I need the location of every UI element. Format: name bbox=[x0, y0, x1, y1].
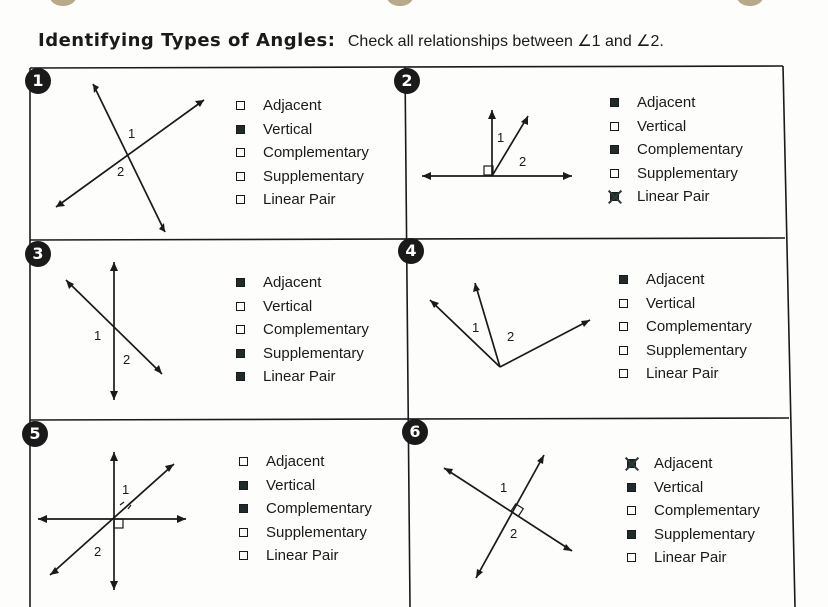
option-label: Linear Pair bbox=[637, 188, 710, 206]
checkbox-6-4[interactable] bbox=[627, 553, 636, 562]
option-label: Supplementary bbox=[266, 523, 367, 541]
option-label: Linear Pair bbox=[263, 191, 336, 209]
option-label: Supplementary bbox=[263, 167, 364, 185]
angle-label-2: 2 bbox=[123, 352, 131, 367]
option-label: Linear Pair bbox=[263, 368, 336, 386]
option-label: Adjacent bbox=[646, 271, 705, 289]
option-label: Adjacent bbox=[263, 274, 322, 292]
title-main: Identifying Types of Angles: bbox=[38, 30, 336, 51]
option-label: Linear Pair bbox=[654, 549, 727, 567]
option-label: Complementary bbox=[654, 502, 760, 520]
angle-label-1: 1 bbox=[500, 480, 508, 495]
problem-number-1: 1 bbox=[25, 68, 51, 94]
title-instructions: Check all relationships between ∠1 and ∠2. bbox=[347, 33, 664, 50]
option-label: Vertical bbox=[637, 117, 687, 135]
option-label: Vertical bbox=[646, 294, 696, 312]
option-label: Complementary bbox=[646, 318, 752, 336]
option-label: Linear Pair bbox=[646, 365, 719, 383]
option-label: Linear Pair bbox=[266, 547, 339, 565]
angle-label-2: 2 bbox=[117, 164, 125, 179]
option-label: Supplementary bbox=[646, 341, 747, 359]
option-label: Adjacent bbox=[266, 453, 325, 471]
problem-number-4: 4 bbox=[398, 238, 424, 264]
angle-label-1: 1 bbox=[122, 482, 130, 497]
checkbox-6-2[interactable] bbox=[627, 506, 636, 515]
problem-number-6: 6 bbox=[402, 419, 428, 445]
checkbox-6-0[interactable] bbox=[627, 459, 636, 468]
angle-label-2: 2 bbox=[507, 329, 515, 344]
option-linear-pair[interactable] bbox=[627, 546, 760, 570]
angle-label-1: 1 bbox=[128, 126, 136, 141]
option-label: Supplementary bbox=[263, 344, 364, 362]
option-label: Complementary bbox=[266, 500, 372, 518]
option-label: Complementary bbox=[637, 141, 743, 159]
angle-label-1: 1 bbox=[497, 130, 505, 145]
option-label: Supplementary bbox=[654, 525, 755, 543]
option-complementary[interactable] bbox=[627, 499, 760, 523]
option-label: Vertical bbox=[263, 297, 313, 315]
option-label: Vertical bbox=[654, 478, 704, 496]
option-label: Adjacent bbox=[654, 455, 713, 473]
problem-number-3: 3 bbox=[25, 241, 51, 267]
option-vertical[interactable] bbox=[627, 476, 760, 500]
angle-label-1: 1 bbox=[94, 328, 102, 343]
problem-number-5: 5 bbox=[22, 421, 48, 447]
option-adjacent[interactable] bbox=[627, 452, 760, 476]
option-label: Vertical bbox=[266, 476, 316, 494]
checkbox-6-1[interactable] bbox=[627, 483, 636, 492]
option-supplementary[interactable] bbox=[627, 523, 760, 547]
checkbox-6-3[interactable] bbox=[627, 530, 636, 539]
option-label: Supplementary bbox=[637, 164, 738, 182]
option-label: Complementary bbox=[263, 321, 369, 339]
angle-label-2: 2 bbox=[94, 544, 102, 559]
angle-label-2: 2 bbox=[519, 154, 527, 169]
angle-label-1: 1 bbox=[472, 320, 480, 335]
angle-label-2: 2 bbox=[510, 526, 518, 541]
option-label: Adjacent bbox=[263, 97, 322, 115]
option-label: Adjacent bbox=[637, 94, 696, 112]
problem-number-2: 2 bbox=[394, 68, 420, 94]
option-label: Vertical bbox=[263, 120, 313, 138]
options-6 bbox=[627, 452, 760, 570]
option-label: Complementary bbox=[263, 144, 369, 162]
